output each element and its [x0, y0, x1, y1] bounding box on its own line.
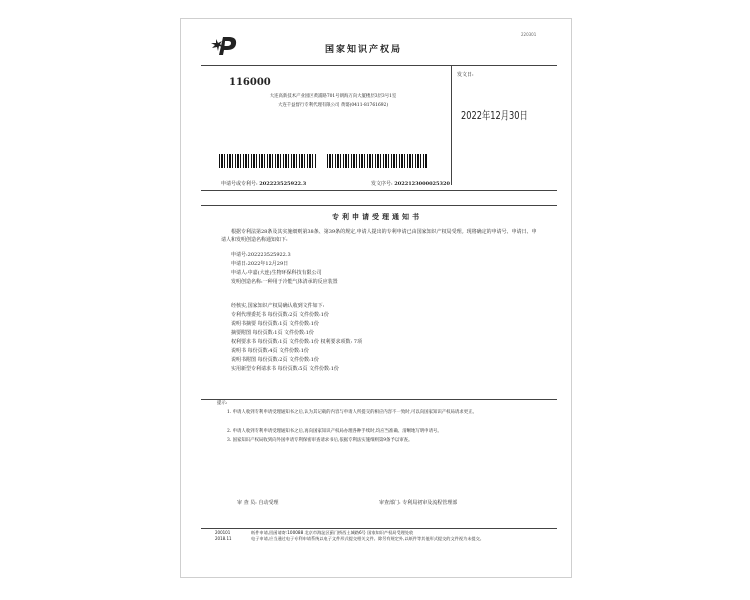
barcode-left — [219, 154, 317, 168]
file-item: 摘要附图 每份页数:1页 文件份数:1份 — [231, 330, 314, 336]
issue-date: 2022年12月30日 — [461, 109, 528, 122]
address-line-1: 大连高新技术产业园区黄浦路701号朗海万向大厦楼层3层3号1室 — [269, 94, 397, 99]
numbers-top-divider — [201, 190, 557, 191]
field-application-number: 申请号:2022235259​22.3 — [231, 252, 291, 258]
file-item: 说明书摘要 每份页数:1页 文件份数:1份 — [231, 321, 319, 327]
notes-top-divider — [201, 399, 557, 400]
sequence-number-value: 2022123000025320 — [394, 181, 450, 187]
field-applicant: 申请人:中嘉(大连)生物环保科技有限公司 — [231, 270, 322, 276]
date-column-divider — [451, 65, 452, 185]
issue-date-label: 发文日: — [457, 72, 474, 78]
file-item: 权利要求书 每份页数:1页 文件份数:1份 权利要求项数: 7项 — [231, 339, 362, 345]
notes-heading: 提示: — [217, 401, 228, 406]
office-logo-icon — [209, 33, 243, 59]
department-label: 审查部门: — [379, 500, 401, 506]
application-number-label: 申请号或专利号: — [221, 181, 258, 187]
department-value: 专利局初审及流程管理部 — [402, 500, 458, 506]
note-item: 3. 国家知识产权局收到向外国申请专利保密审查请求书后,依据专利法实施细则第9条予以审查。 — [227, 438, 413, 443]
barcode-right — [327, 154, 427, 168]
body-intro: 根据专利法第28条及其实施细则第38条、第39条的规定,申请人提出的专利申请已由国家知识产权局受理。现将确定的申请号、申请日、申请人和发明创造名称通知如下: — [221, 229, 537, 243]
footer-electronic-note: 电子申请,应当通过电子专利申请系统以电子文件形式提交相关文件。除另有规定外,以纸件等其他形式提交的文件视为未提交。 — [251, 536, 484, 541]
footer-code-1: 200101 — [215, 530, 231, 535]
form-code: 220301 — [521, 32, 537, 37]
sequence-number-label: 发文序号: — [371, 181, 393, 187]
file-item: 实用新型专利请求书 每份页数:5页 文件份数:1份 — [231, 366, 339, 372]
field-application-date: 申请日:2022年12月29日 — [231, 261, 289, 267]
footer-code-2: 2018.11 — [215, 536, 232, 541]
file-item: 说明书 每份页数:4页 文件份数:1份 — [231, 348, 309, 354]
field-invention-title: 发明创造名称:一种用于冷能气体清承的反应装置 — [231, 279, 338, 285]
examiner-label: 审 查 员: — [237, 500, 257, 506]
footer-divider — [201, 528, 557, 529]
address-line-2: 大连千益督行专利代理有限公司 黄婆(0411-81761692) — [277, 103, 389, 108]
title-top-divider — [201, 205, 557, 206]
header-divider — [201, 65, 557, 66]
notice-title: 专利申请受理通知书 — [332, 213, 422, 221]
notice-page — [180, 18, 572, 578]
postal-code: 116000 — [229, 77, 271, 88]
examiner-value: 自动受理 — [258, 500, 279, 506]
check-intro: 经核实,国家知识产权局确认收到文件如下: — [231, 303, 325, 309]
file-item: 说明书附图 每份页数:2页 文件份数:1份 — [231, 357, 319, 363]
note-item: 2. 申请人收到专利申请受理通知书之后,再向国家知识产权局办理各种手续时,均应当准确、清晰地写明申请号。 — [227, 429, 442, 434]
office-name: 国家知识产权局 — [325, 45, 403, 55]
application-number-value: 202223525922.3 — [259, 181, 307, 187]
note-item: 1. 申请人收到专利申请受理通知书之后,认为其记载的内容与申请人所提交的相应内容不一致时,可以向国家知识产权局请求更正。 — [227, 410, 477, 415]
file-item: 专利代理委托书 每份页数:2页 文件份数:1份 — [231, 312, 329, 318]
footer-mail-address: 纸件申请,回函请寄:100088 北京市海淀区蓟门桥西土城路6号 国家知识产权局受理处收 — [251, 530, 414, 535]
